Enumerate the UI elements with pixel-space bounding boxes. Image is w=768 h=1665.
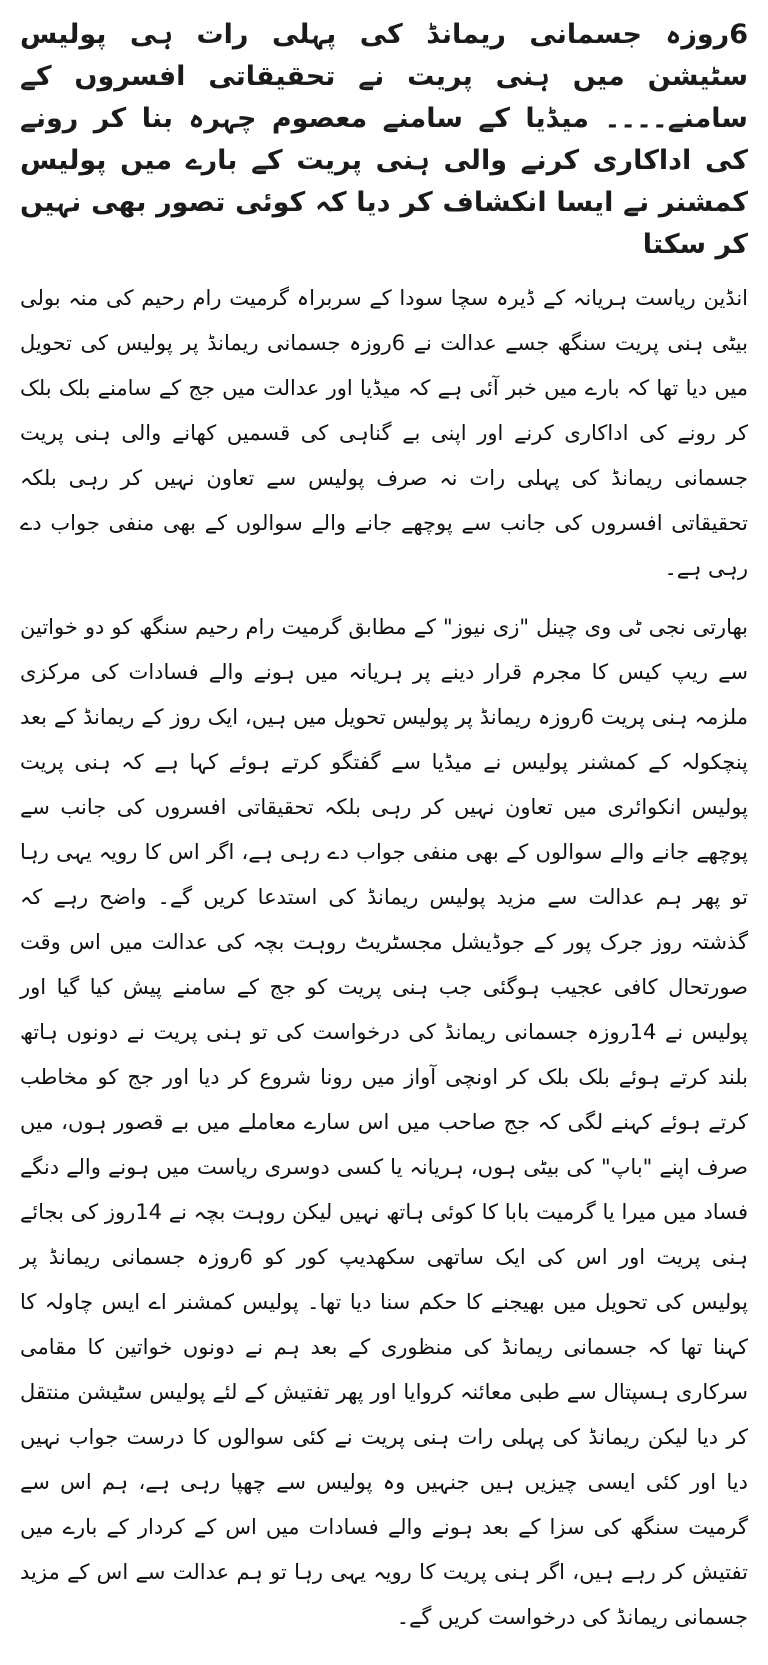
article-paragraph-intro: انڈین ریاست ہریانہ کے ڈیرہ سچا سودا کے سربراہ گرمیت رام رحیم کی منہ بولی بیٹی ہنی پریت سنگھ جسے عدالت نے 6روزہ جسمانی ریمانڈ پر پولیس کی تحویل میں دیا تھا کہ بارے میں خبر آئی ہے کہ میڈیا اور عدالت میں جج کے سامنے بلک بلک کر رونے کی اداکاری کرنے اور اپنی بے گناہی کی قسمیں کھانے والی ہنی پریت جسمانی ریمانڈ کی پہلی رات نہ صرف پولیس سے تعاون نہیں کر رہی بلکہ تحقیقاتی افسروں کی جانب سے پوچھے جانے والے سوالوں کے بھی منفی جواب دے رہی ہے۔ [20, 286, 748, 580]
article-headline: 6روزہ جسمانی ریمانڈ کی پہلی رات ہی پولیس سٹیشن میں ہنی پریت نے تحقیقاتی افسروں کے سامنے۔۔۔۔ میڈیا کے سامنے معصوم چہرہ بنا کر رونے کی اداکاری کرنے والی ہنی پریت کے بارے میں پولیس کمشنر نے ایسا انکشاف کر دیا کہ کوئی تصور بھی نہیں کر سکتا [20, 19, 748, 260]
article-paragraph-details: بھارتی نجی ٹی وی چینل "زی نیوز" کے مطابق گرمیت رام رحیم سنگھ کو دو خواتین سے ریپ کیس کا مجرم قرار دینے پر ہریانہ میں ہونے والے فسادات کی مرکزی ملزمہ ہنی پریت 6روزہ ریمانڈ پر پولیس تحویل میں ہیں، ایک روز کے ریمانڈ کے بعد پنچکولہ کے کمشنر پولیس نے میڈیا سے گفتگو کرتے ہوئے کہا ہے کہ ہنی پریت پولیس انکوائری میں تعاون نہیں کر رہی بلکہ تحقیقاتی افسروں کی جانب سے پوچھے جانے والے سوالوں کے بھی منفی جواب دے رہی ہے، اگر اس کا رویہ یہی رہا تو پھر ہم عدالت سے مزید پولیس ریمانڈ کی استدعا کریں گے۔ واضح رہے کہ گذشتہ روز جرک پور کے جوڈیشل مجسٹریٹ روہت بچہ کی عدالت میں اس وقت صورتحال کافی عجیب ہوگئی جب ہنی پریت کو جج کے سامنے پیش کیا گیا اور پولیس نے 14روزہ جسمانی ریمانڈ کی درخواست کی تو ہنی پریت نے دونوں ہاتھ بلند کرتے ہوئے بلک بلک کر اونچی آواز میں رونا شروع کر دیا اور جج کو مخاطب کرتے ہوئے کہنے لگی کہ جج صاحب میں اس سارے معاملے میں بے قصور ہوں، میں صرف اپنے "باپ" کی بیٹی ہوں، ہریانہ یا کسی دوسری ریاست میں ہونے والے دنگے فساد میں میرا یا گرمیت بابا کا کوئی ہاتھ نہیں لیکن روہت بچہ نے 14روز کی بجائے ہنی پریت اور اس کی ایک ساتھی سکھدیپ کور کو 6روزہ جسمانی ریمانڈ پر پولیس کی تحویل میں بھیجنے کا حکم سنا دیا تھا۔ پولیس کمشنر اے ایس چاولہ کا کہنا تھا کہ جسمانی ریمانڈ کی منظوری کے بعد ہم نے دونوں خواتین کا مقامی سرکاری ہسپتال سے طبی معائنہ کروایا اور پھر تفتیش کے لئے پولیس سٹیشن منتقل کر دیا لیکن ریمانڈ کی پہلی رات ہنی پریت نے کئی سوالوں کا درست جواب نہیں دیا اور کئی ایسی چیزیں ہیں جنہیں وہ پولیس سے چھپا رہی ہے، ہم اس سے گرمیت سنگھ کی سزا کے بعد ہونے والے فسادات میں اس کے کردار کے بارے میں تفتیش کر رہے ہیں، اگر ہنی پریت کا رویہ یہی رہا تو ہم عدالت سے اس کے مزید جسمانی ریمانڈ کی درخواست کریں گے۔ [20, 615, 749, 1629]
